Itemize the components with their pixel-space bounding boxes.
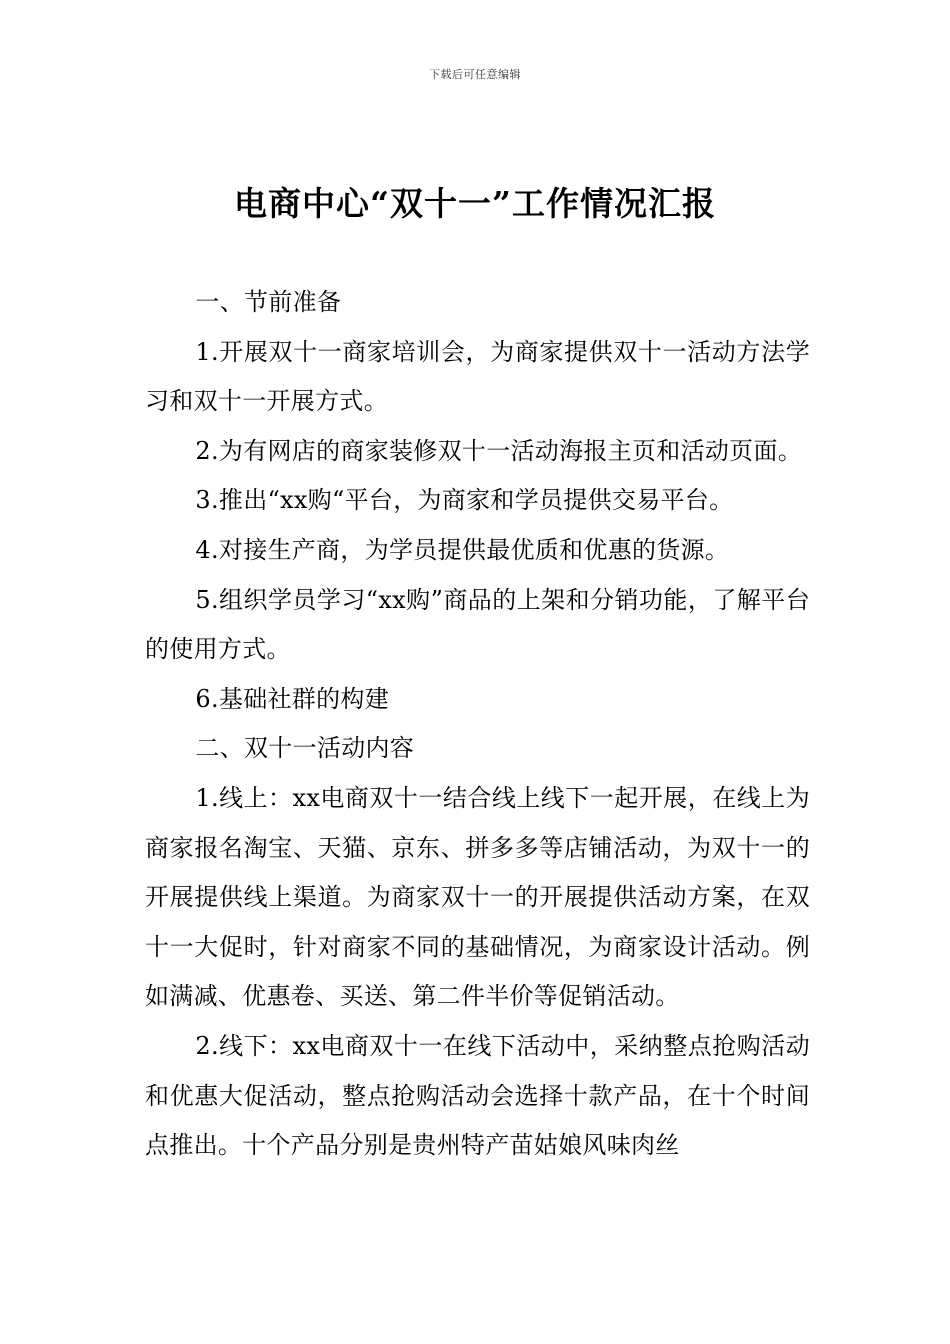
section-heading-preparation: 一、节前准备 (195, 288, 342, 316)
paragraph: 5.组织学员学习“xx购”商品的上架和分销功能，了解平台的使用方式。 (145, 585, 810, 664)
section-heading-activities: 二、双十一活动内容 (195, 734, 415, 763)
document-body (145, 278, 810, 1171)
paragraph: 1.开展双十一商家培训会，为商家提供双十一活动方法学习和双十一开展方式。 (145, 337, 810, 416)
paragraph: 1.线上：xx电商双十一结合线上线下一起开展，在线上为商家报名淘宝、天猫、京东、拼多多等店铺活动，为双十一的开展提供线上渠道。为商家双十一的开展提供活动方案，在双十一大促时，针对商家不同的基础情况，为商家设计活动。例如满减、优惠卷、买送、第二件半价等促销活动。 (145, 783, 810, 1011)
paragraph: 2.为有网店的商家装修双十一活动海报主页和活动页面。 (195, 436, 803, 465)
header-note: 下载后可任意编辑 (429, 68, 521, 81)
paragraph: 6.基础社群的构建 (195, 684, 389, 713)
paragraph: 4.对接生产商，为学员提供最优质和优惠的货源。 (195, 535, 730, 564)
paragraph: 3.推出“xx购“平台，为商家和学员提供交易平台。 (195, 486, 734, 515)
document-title: 电商中心“双十一”工作情况汇报 (234, 184, 716, 223)
paragraph: 2.线下：xx电商双十一在线下活动中，采纳整点抢购活动和优惠大促活动，整点抢购活动会选择十款产品，在十个时间点推出。十个产品分别是贵州特产苗姑娘风味肉丝 (145, 1031, 810, 1160)
